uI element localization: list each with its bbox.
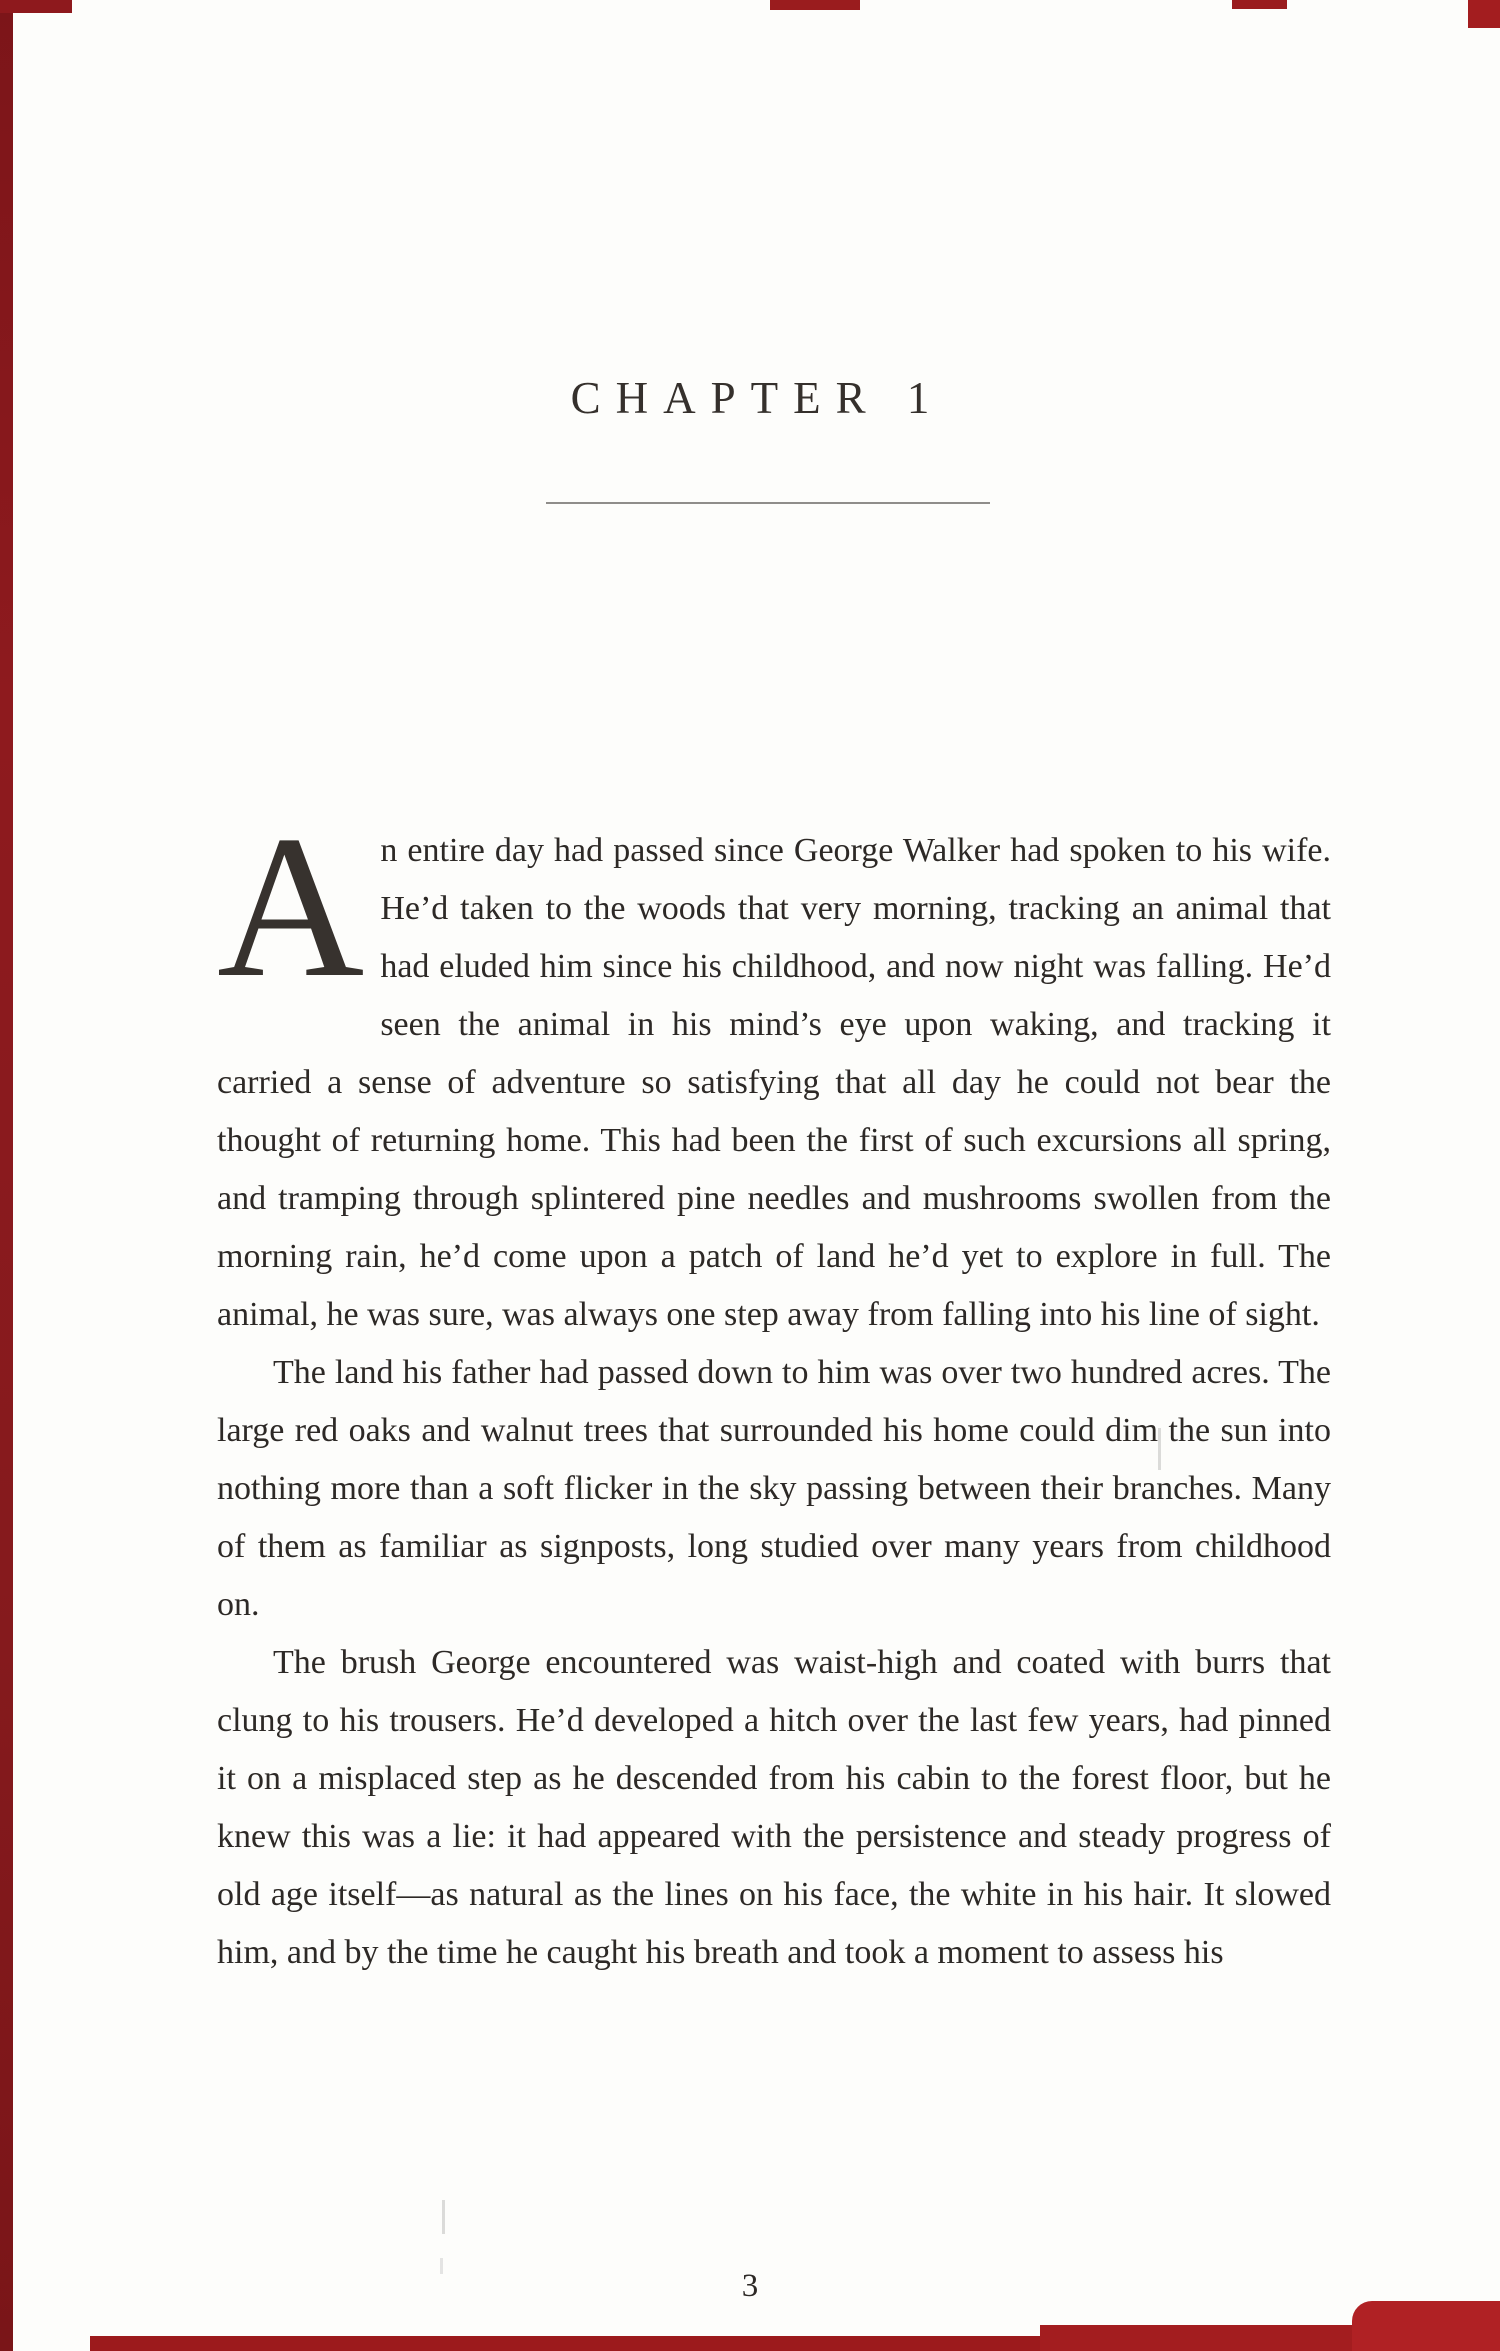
red-page-edge-left [0, 0, 13, 2351]
scan-artifact [442, 2200, 445, 2234]
red-corner-bottom-right [1352, 2301, 1500, 2351]
dropcap-letter: A [217, 794, 365, 1020]
body-text-block [217, 794, 1331, 1982]
red-mark-top-right-corner [1468, 0, 1500, 28]
page-number: 3 [741, 2268, 759, 2304]
red-mark-top-right [1232, 0, 1287, 9]
chapter-divider-rule [546, 502, 990, 504]
red-mark-top-center [770, 0, 860, 10]
paragraph-text: n entire day had passed since George Walker had spoken to his wife. He’d taken to the woods that very morning, tracking an animal that had eluded him since his childhood, and now night was falling. He’d seen the animal in his mind’s eye upon waking, and tracking it carried a sense of adventure so satisfying that all day he could not bear the thought of returning home. This had been the first of such excursions all spring, and tramping through splintered pine needles and mushrooms swollen from the morning rain, he’d come upon a patch of land he’d yet to explore in full. The animal, he was sure, was always one step away from falling into his line of sight. [217, 832, 1331, 1333]
paragraph [217, 794, 1331, 1344]
chapter-title: CHAPTER 1 [570, 373, 945, 423]
red-mark-top-left [0, 0, 72, 13]
paragraph: The land his father had passed down to him was over two hundred acres. The large red oaks and walnut trees that surrounded his home could dim the sun into nothing more than a soft flicker in the sky passing between their branches. Many of them as familiar as signposts, long studied over many years from childhood on. [217, 1354, 1331, 1623]
paragraph: The brush George encountered was waist-high and coated with burrs that clung to his trousers. He’d developed a hitch over the last few years, had pinned it on a misplaced step as he descended from his cabin to the forest floor, but he knew this was a lie: it had appeared with the persistence and steady progress of old age itself—as natural as the lines on his face, the white in his hair. It slowed him, and by the time he caught his breath and took a moment to assess his [217, 1644, 1331, 1971]
